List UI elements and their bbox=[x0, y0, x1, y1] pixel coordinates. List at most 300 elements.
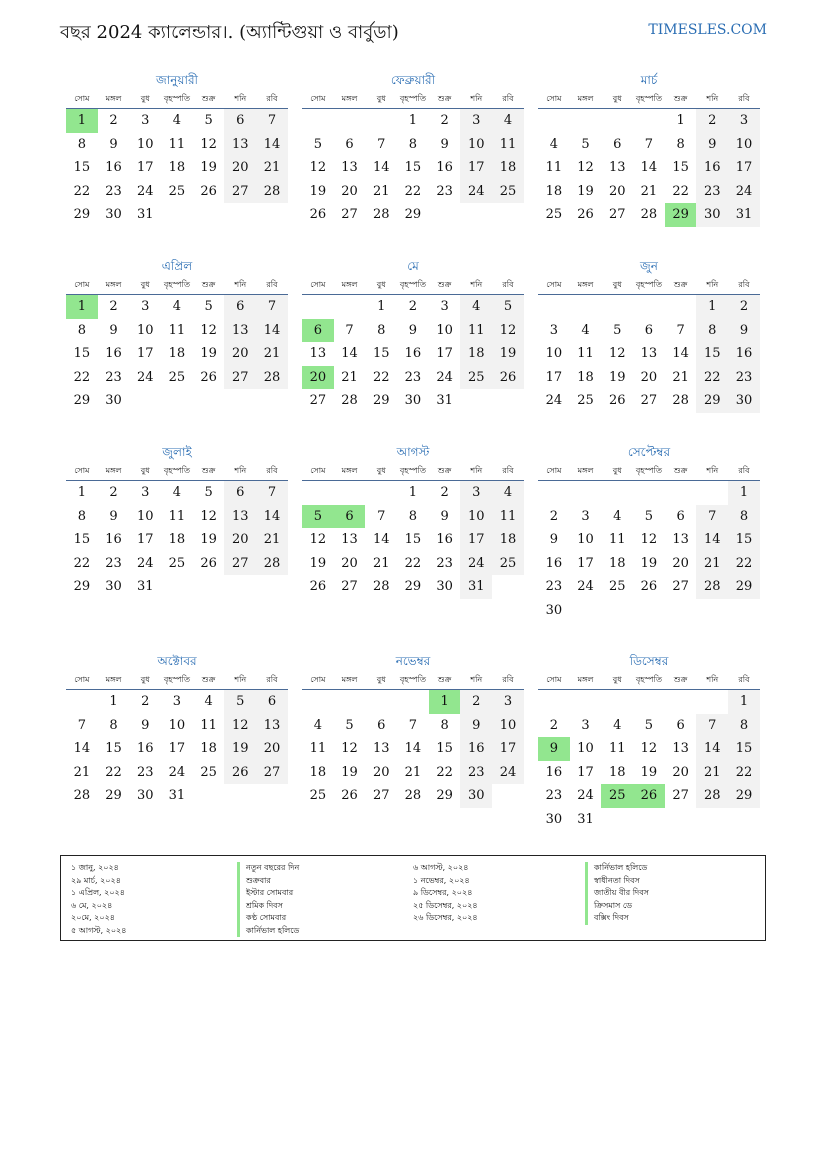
day-cell[interactable]: 26 bbox=[633, 784, 665, 808]
day-cell[interactable]: 26 bbox=[492, 366, 524, 390]
day-cell[interactable]: 11 bbox=[492, 133, 524, 157]
day-cell[interactable]: 23 bbox=[404, 369, 422, 385]
day-cell[interactable]: 15 bbox=[105, 741, 122, 756]
day-cell[interactable]: 6 bbox=[644, 322, 654, 338]
day-cell[interactable]: 9 bbox=[696, 133, 728, 157]
day-cell[interactable]: 13 bbox=[372, 741, 390, 756]
day-cell[interactable]: 24 bbox=[728, 180, 760, 204]
day-cell[interactable]: 3 bbox=[141, 485, 150, 500]
day-cell[interactable]: 22 bbox=[728, 761, 760, 785]
day-cell[interactable]: 8 bbox=[408, 136, 418, 152]
day-cell[interactable]: 21 bbox=[640, 183, 658, 199]
day-cell[interactable]: 8 bbox=[408, 508, 418, 524]
day-cell[interactable]: 29 bbox=[696, 389, 728, 413]
day-cell[interactable]: 19 bbox=[577, 183, 594, 199]
day-cell[interactable]: 2 bbox=[440, 485, 449, 500]
day-cell[interactable]: 25 bbox=[492, 180, 524, 204]
day-cell[interactable]: 29 bbox=[73, 207, 91, 222]
day-cell[interactable]: 9 bbox=[109, 322, 118, 338]
day-cell[interactable]: 16 bbox=[696, 156, 728, 180]
day-cell[interactable]: 26 bbox=[341, 788, 358, 803]
day-cell[interactable]: 8 bbox=[696, 319, 728, 343]
day-cell[interactable]: 22 bbox=[73, 369, 91, 385]
day-cell[interactable]: 17 bbox=[577, 764, 594, 780]
day-cell[interactable]: 22 bbox=[105, 764, 122, 780]
day-cell[interactable]: 17 bbox=[136, 346, 154, 361]
day-cell[interactable]: 9 bbox=[728, 319, 760, 343]
day-cell[interactable]: 30 bbox=[105, 393, 122, 408]
day-cell[interactable]: 5 bbox=[581, 136, 590, 152]
day-cell[interactable]: 11 bbox=[492, 505, 524, 529]
day-cell[interactable]: 20 bbox=[640, 369, 658, 385]
day-cell[interactable]: 1 bbox=[728, 481, 760, 505]
day-cell[interactable]: 4 bbox=[172, 299, 182, 314]
day-cell[interactable]: 19 bbox=[640, 555, 658, 571]
day-cell[interactable]: 8 bbox=[77, 322, 86, 338]
day-cell[interactable]: 9 bbox=[538, 737, 570, 761]
day-cell[interactable]: 24 bbox=[436, 369, 453, 385]
day-cell[interactable]: 21 bbox=[341, 369, 358, 385]
day-cell[interactable]: 25 bbox=[168, 555, 186, 571]
day-cell[interactable]: 5 bbox=[302, 505, 334, 529]
day-cell[interactable]: 24 bbox=[136, 555, 154, 571]
day-cell[interactable]: 10 bbox=[460, 505, 492, 529]
day-cell[interactable]: 9 bbox=[141, 717, 150, 733]
day-cell[interactable]: 11 bbox=[168, 508, 186, 524]
day-cell[interactable]: 2 bbox=[549, 508, 558, 524]
day-cell[interactable]: 3 bbox=[460, 481, 492, 505]
day-cell[interactable]: 26 bbox=[200, 555, 217, 571]
day-cell[interactable]: 24 bbox=[460, 552, 492, 576]
day-cell[interactable]: 5 bbox=[644, 508, 654, 524]
day-cell[interactable]: 28 bbox=[696, 575, 728, 599]
day-cell[interactable]: 9 bbox=[408, 322, 418, 338]
day-cell[interactable]: 13 bbox=[224, 319, 256, 343]
day-cell[interactable]: 3 bbox=[172, 694, 182, 709]
day-cell[interactable]: 4 bbox=[204, 694, 213, 709]
day-cell[interactable]: 21 bbox=[372, 183, 390, 199]
day-cell[interactable]: 17 bbox=[492, 737, 524, 761]
day-cell[interactable]: 7 bbox=[377, 508, 386, 524]
day-cell[interactable]: 5 bbox=[345, 717, 354, 733]
day-cell[interactable]: 29 bbox=[404, 579, 422, 594]
day-cell[interactable]: 27 bbox=[341, 579, 358, 594]
day-cell[interactable]: 17 bbox=[460, 528, 492, 552]
day-cell[interactable]: 24 bbox=[545, 393, 563, 408]
day-cell[interactable]: 9 bbox=[460, 714, 492, 738]
day-cell[interactable]: 14 bbox=[256, 505, 288, 529]
day-cell[interactable]: 21 bbox=[372, 555, 390, 571]
day-cell[interactable]: 23 bbox=[460, 761, 492, 785]
day-cell[interactable]: 13 bbox=[672, 741, 689, 756]
day-cell[interactable]: 28 bbox=[404, 788, 422, 803]
day-cell[interactable]: 28 bbox=[256, 552, 288, 576]
day-cell[interactable]: 30 bbox=[460, 784, 492, 808]
day-cell[interactable]: 28 bbox=[256, 366, 288, 390]
day-cell[interactable]: 19 bbox=[224, 737, 256, 761]
day-cell[interactable]: 16 bbox=[545, 764, 563, 780]
day-cell[interactable]: 22 bbox=[672, 183, 689, 199]
day-cell[interactable]: 5 bbox=[492, 295, 524, 319]
day-cell[interactable]: 6 bbox=[302, 319, 334, 343]
day-cell[interactable]: 22 bbox=[73, 555, 91, 571]
day-cell[interactable]: 8 bbox=[109, 717, 118, 733]
day-cell[interactable]: 11 bbox=[200, 717, 217, 733]
day-cell[interactable]: 5 bbox=[313, 136, 322, 152]
day-cell[interactable]: 14 bbox=[256, 133, 288, 157]
day-cell[interactable]: 2 bbox=[549, 717, 558, 733]
day-cell[interactable]: 12 bbox=[577, 160, 594, 175]
day-cell[interactable]: 4 bbox=[313, 717, 322, 733]
day-cell[interactable]: 10 bbox=[136, 322, 154, 338]
day-cell[interactable]: 7 bbox=[345, 322, 354, 338]
day-cell[interactable]: 18 bbox=[168, 532, 186, 547]
day-cell[interactable]: 12 bbox=[341, 741, 358, 756]
day-cell[interactable]: 23 bbox=[105, 369, 122, 385]
day-cell[interactable]: 29 bbox=[105, 788, 122, 803]
day-cell[interactable]: 28 bbox=[372, 579, 390, 594]
day-cell[interactable]: 9 bbox=[440, 136, 449, 152]
day-cell[interactable]: 13 bbox=[224, 133, 256, 157]
day-cell[interactable]: 7 bbox=[696, 505, 728, 529]
day-cell[interactable]: 20 bbox=[224, 342, 256, 366]
day-cell[interactable]: 28 bbox=[73, 788, 91, 803]
day-cell[interactable]: 31 bbox=[136, 207, 154, 222]
day-cell[interactable]: 6 bbox=[345, 136, 354, 152]
day-cell[interactable]: 3 bbox=[440, 299, 449, 314]
day-cell[interactable]: 2 bbox=[109, 485, 118, 500]
day-cell[interactable]: 29 bbox=[436, 788, 453, 803]
day-cell[interactable]: 14 bbox=[341, 346, 358, 361]
day-cell[interactable]: 25 bbox=[200, 764, 217, 780]
day-cell[interactable]: 21 bbox=[696, 552, 728, 576]
day-cell[interactable]: 6 bbox=[224, 481, 256, 505]
day-cell[interactable]: 15 bbox=[404, 532, 422, 547]
day-cell[interactable]: 11 bbox=[309, 741, 327, 756]
day-cell[interactable]: 15 bbox=[73, 160, 91, 175]
day-cell[interactable]: 16 bbox=[404, 346, 422, 361]
day-cell[interactable]: 20 bbox=[608, 183, 626, 199]
day-cell[interactable]: 1 bbox=[429, 690, 461, 714]
day-cell[interactable]: 19 bbox=[200, 160, 217, 175]
day-cell[interactable]: 23 bbox=[436, 555, 453, 571]
day-cell[interactable]: 21 bbox=[73, 764, 91, 780]
day-cell[interactable]: 12 bbox=[200, 322, 217, 338]
day-cell[interactable]: 23 bbox=[136, 764, 154, 780]
day-cell[interactable]: 13 bbox=[341, 160, 358, 175]
day-cell[interactable]: 4 bbox=[172, 113, 182, 128]
day-cell[interactable]: 5 bbox=[204, 113, 213, 128]
day-cell[interactable]: 25 bbox=[545, 207, 563, 222]
day-cell[interactable]: 31 bbox=[728, 203, 760, 227]
day-cell[interactable]: 11 bbox=[577, 346, 594, 361]
day-cell[interactable]: 21 bbox=[256, 528, 288, 552]
day-cell[interactable]: 3 bbox=[581, 508, 590, 524]
day-cell[interactable]: 15 bbox=[436, 741, 453, 756]
day-cell[interactable]: 14 bbox=[404, 741, 422, 756]
day-cell[interactable]: 3 bbox=[549, 322, 558, 338]
day-cell[interactable]: 30 bbox=[105, 579, 122, 594]
day-cell[interactable]: 7 bbox=[256, 295, 288, 319]
day-cell[interactable]: 22 bbox=[696, 366, 728, 390]
day-cell[interactable]: 16 bbox=[728, 342, 760, 366]
day-cell[interactable]: 14 bbox=[372, 532, 390, 547]
day-cell[interactable]: 10 bbox=[168, 717, 186, 733]
day-cell[interactable]: 11 bbox=[608, 532, 626, 547]
day-cell[interactable]: 30 bbox=[105, 207, 122, 222]
day-cell[interactable]: 22 bbox=[372, 369, 390, 385]
day-cell[interactable]: 8 bbox=[77, 136, 86, 152]
day-cell[interactable]: 27 bbox=[256, 761, 288, 785]
day-cell[interactable]: 15 bbox=[73, 346, 91, 361]
day-cell[interactable]: 4 bbox=[613, 508, 622, 524]
day-cell[interactable]: 23 bbox=[105, 555, 122, 571]
day-cell[interactable]: 28 bbox=[372, 207, 390, 222]
day-cell[interactable]: 20 bbox=[672, 555, 689, 571]
day-cell[interactable]: 17 bbox=[136, 532, 154, 547]
day-cell[interactable]: 7 bbox=[256, 109, 288, 133]
day-cell[interactable]: 6 bbox=[334, 505, 366, 529]
day-cell[interactable]: 6 bbox=[224, 295, 256, 319]
day-cell[interactable]: 11 bbox=[168, 136, 186, 152]
day-cell[interactable]: 5 bbox=[204, 485, 213, 500]
day-cell[interactable]: 1 bbox=[66, 109, 98, 133]
day-cell[interactable]: 15 bbox=[672, 160, 689, 175]
day-cell[interactable]: 10 bbox=[577, 741, 594, 756]
day-cell[interactable]: 21 bbox=[404, 764, 422, 780]
day-cell[interactable]: 12 bbox=[309, 532, 327, 547]
day-cell[interactable]: 27 bbox=[372, 788, 390, 803]
day-cell[interactable]: 14 bbox=[256, 319, 288, 343]
day-cell[interactable]: 20 bbox=[672, 764, 689, 780]
brand-link[interactable]: TIMESLES.COM bbox=[648, 22, 767, 38]
day-cell[interactable]: 2 bbox=[109, 299, 118, 314]
day-cell[interactable]: 2 bbox=[728, 295, 760, 319]
day-cell[interactable]: 23 bbox=[728, 366, 760, 390]
day-cell[interactable]: 30 bbox=[545, 602, 563, 618]
day-cell[interactable]: 24 bbox=[577, 788, 594, 803]
day-cell[interactable]: 21 bbox=[256, 156, 288, 180]
day-cell[interactable]: 28 bbox=[341, 393, 358, 408]
day-cell[interactable]: 8 bbox=[728, 505, 760, 529]
day-cell[interactable]: 25 bbox=[608, 579, 626, 594]
day-cell[interactable]: 10 bbox=[460, 133, 492, 157]
day-cell[interactable]: 15 bbox=[728, 528, 760, 552]
day-cell[interactable]: 27 bbox=[224, 366, 256, 390]
day-cell[interactable]: 6 bbox=[676, 717, 685, 733]
day-cell[interactable]: 15 bbox=[728, 737, 760, 761]
day-cell[interactable]: 10 bbox=[492, 714, 524, 738]
day-cell[interactable]: 3 bbox=[460, 109, 492, 133]
day-cell[interactable]: 15 bbox=[696, 342, 728, 366]
day-cell[interactable]: 18 bbox=[492, 528, 524, 552]
day-cell[interactable]: 2 bbox=[440, 113, 449, 128]
day-cell[interactable]: 11 bbox=[545, 160, 563, 175]
day-cell[interactable]: 25 bbox=[168, 369, 186, 385]
day-cell[interactable]: 29 bbox=[728, 784, 760, 808]
day-cell[interactable]: 16 bbox=[105, 346, 122, 361]
day-cell[interactable]: 28 bbox=[256, 180, 288, 204]
day-cell[interactable]: 12 bbox=[200, 136, 217, 152]
day-cell[interactable]: 20 bbox=[256, 737, 288, 761]
day-cell[interactable]: 7 bbox=[77, 717, 86, 733]
day-cell[interactable]: 25 bbox=[601, 784, 633, 808]
day-cell[interactable]: 30 bbox=[728, 389, 760, 413]
day-cell[interactable]: 18 bbox=[200, 741, 217, 756]
day-cell[interactable]: 19 bbox=[492, 342, 524, 366]
day-cell[interactable]: 16 bbox=[545, 555, 563, 571]
day-cell[interactable]: 22 bbox=[404, 183, 422, 199]
day-cell[interactable]: 13 bbox=[640, 346, 658, 361]
day-cell[interactable]: 15 bbox=[73, 532, 91, 547]
day-cell[interactable]: 24 bbox=[168, 764, 186, 780]
day-cell[interactable]: 29 bbox=[372, 393, 390, 408]
day-cell[interactable]: 26 bbox=[309, 207, 327, 222]
day-cell[interactable]: 19 bbox=[608, 369, 626, 385]
day-cell[interactable]: 19 bbox=[200, 346, 217, 361]
day-cell[interactable]: 25 bbox=[460, 366, 492, 390]
day-cell[interactable]: 26 bbox=[309, 579, 327, 594]
day-cell[interactable]: 11 bbox=[460, 319, 492, 343]
day-cell[interactable]: 10 bbox=[436, 322, 453, 338]
day-cell[interactable]: 24 bbox=[136, 183, 154, 199]
day-cell[interactable]: 25 bbox=[309, 788, 327, 803]
day-cell[interactable]: 24 bbox=[136, 369, 154, 385]
day-cell[interactable]: 18 bbox=[608, 555, 626, 571]
day-cell[interactable]: 13 bbox=[608, 160, 626, 175]
day-cell[interactable]: 2 bbox=[141, 694, 150, 709]
day-cell[interactable]: 9 bbox=[440, 508, 449, 524]
day-cell[interactable]: 6 bbox=[224, 109, 256, 133]
day-cell[interactable]: 23 bbox=[696, 180, 728, 204]
day-cell[interactable]: 14 bbox=[672, 346, 689, 361]
day-cell[interactable]: 3 bbox=[492, 690, 524, 714]
day-cell[interactable]: 19 bbox=[640, 764, 658, 780]
day-cell[interactable]: 29 bbox=[404, 207, 422, 222]
day-cell[interactable]: 18 bbox=[168, 346, 186, 361]
day-cell[interactable]: 25 bbox=[492, 552, 524, 576]
day-cell[interactable]: 1 bbox=[77, 485, 86, 500]
day-cell[interactable]: 2 bbox=[109, 113, 118, 128]
day-cell[interactable]: 17 bbox=[577, 555, 594, 571]
day-cell[interactable]: 24 bbox=[460, 180, 492, 204]
day-cell[interactable]: 26 bbox=[640, 579, 658, 594]
day-cell[interactable]: 9 bbox=[549, 532, 558, 547]
day-cell[interactable]: 23 bbox=[545, 788, 563, 803]
day-cell[interactable]: 2 bbox=[696, 109, 728, 133]
day-cell[interactable]: 28 bbox=[672, 393, 689, 408]
day-cell[interactable]: 12 bbox=[640, 532, 658, 547]
day-cell[interactable]: 10 bbox=[136, 136, 154, 152]
day-cell[interactable]: 2 bbox=[460, 690, 492, 714]
day-cell[interactable]: 8 bbox=[77, 508, 86, 524]
day-cell[interactable]: 27 bbox=[672, 788, 689, 803]
day-cell[interactable]: 26 bbox=[577, 207, 594, 222]
day-cell[interactable]: 7 bbox=[377, 136, 386, 152]
day-cell[interactable]: 17 bbox=[460, 156, 492, 180]
day-cell[interactable]: 30 bbox=[136, 788, 154, 803]
day-cell[interactable]: 17 bbox=[728, 156, 760, 180]
day-cell[interactable]: 18 bbox=[492, 156, 524, 180]
day-cell[interactable]: 26 bbox=[200, 183, 217, 199]
day-cell[interactable]: 22 bbox=[436, 764, 453, 780]
day-cell[interactable]: 24 bbox=[577, 579, 594, 594]
day-cell[interactable]: 21 bbox=[256, 342, 288, 366]
day-cell[interactable]: 22 bbox=[73, 183, 91, 199]
day-cell[interactable]: 13 bbox=[672, 532, 689, 547]
day-cell[interactable]: 8 bbox=[728, 714, 760, 738]
day-cell[interactable]: 5 bbox=[224, 690, 256, 714]
day-cell[interactable]: 31 bbox=[136, 579, 154, 594]
day-cell[interactable]: 30 bbox=[404, 393, 422, 408]
day-cell[interactable]: 7 bbox=[696, 714, 728, 738]
day-cell[interactable]: 12 bbox=[309, 160, 327, 175]
day-cell[interactable]: 27 bbox=[608, 207, 626, 222]
day-cell[interactable]: 18 bbox=[545, 183, 563, 199]
day-cell[interactable]: 18 bbox=[168, 160, 186, 175]
day-cell[interactable]: 13 bbox=[341, 532, 358, 547]
day-cell[interactable]: 4 bbox=[581, 322, 590, 338]
day-cell[interactable]: 29 bbox=[665, 203, 697, 227]
day-cell[interactable]: 28 bbox=[696, 784, 728, 808]
day-cell[interactable]: 12 bbox=[608, 346, 626, 361]
day-cell[interactable]: 21 bbox=[696, 761, 728, 785]
day-cell[interactable]: 1 bbox=[696, 295, 728, 319]
day-cell[interactable]: 10 bbox=[577, 532, 594, 547]
day-cell[interactable]: 27 bbox=[672, 579, 689, 594]
day-cell[interactable]: 26 bbox=[608, 393, 626, 408]
day-cell[interactable]: 3 bbox=[581, 717, 590, 733]
day-cell[interactable]: 1 bbox=[676, 113, 685, 128]
day-cell[interactable]: 14 bbox=[696, 737, 728, 761]
day-cell[interactable]: 17 bbox=[168, 741, 186, 756]
day-cell[interactable]: 31 bbox=[577, 811, 594, 827]
day-cell[interactable]: 23 bbox=[105, 183, 122, 199]
day-cell[interactable]: 11 bbox=[608, 741, 626, 756]
day-cell[interactable]: 27 bbox=[224, 180, 256, 204]
day-cell[interactable]: 19 bbox=[309, 555, 327, 571]
day-cell[interactable]: 26 bbox=[224, 761, 256, 785]
day-cell[interactable]: 4 bbox=[492, 109, 524, 133]
day-cell[interactable]: 20 bbox=[341, 183, 358, 199]
day-cell[interactable]: 7 bbox=[676, 322, 685, 338]
day-cell[interactable]: 18 bbox=[309, 764, 327, 780]
day-cell[interactable]: 14 bbox=[372, 160, 390, 175]
day-cell[interactable]: 13 bbox=[256, 714, 288, 738]
day-cell[interactable]: 1 bbox=[109, 694, 118, 709]
day-cell[interactable]: 12 bbox=[492, 319, 524, 343]
day-cell[interactable]: 18 bbox=[608, 764, 626, 780]
day-cell[interactable]: 26 bbox=[200, 369, 217, 385]
day-cell[interactable]: 15 bbox=[372, 346, 390, 361]
day-cell[interactable]: 16 bbox=[436, 532, 453, 547]
day-cell[interactable]: 4 bbox=[613, 717, 622, 733]
day-cell[interactable]: 10 bbox=[545, 346, 563, 361]
day-cell[interactable]: 14 bbox=[73, 741, 91, 756]
day-cell[interactable]: 31 bbox=[460, 575, 492, 599]
day-cell[interactable]: 20 bbox=[372, 764, 390, 780]
day-cell[interactable]: 13 bbox=[309, 346, 327, 361]
day-cell[interactable]: 1 bbox=[728, 690, 760, 714]
day-cell[interactable]: 3 bbox=[141, 299, 150, 314]
day-cell[interactable]: 10 bbox=[136, 508, 154, 524]
day-cell[interactable]: 17 bbox=[136, 160, 154, 175]
day-cell[interactable]: 8 bbox=[676, 136, 685, 152]
day-cell[interactable]: 29 bbox=[73, 579, 91, 594]
day-cell[interactable]: 16 bbox=[105, 532, 122, 547]
day-cell[interactable]: 25 bbox=[168, 183, 186, 199]
day-cell[interactable]: 1 bbox=[408, 485, 418, 500]
